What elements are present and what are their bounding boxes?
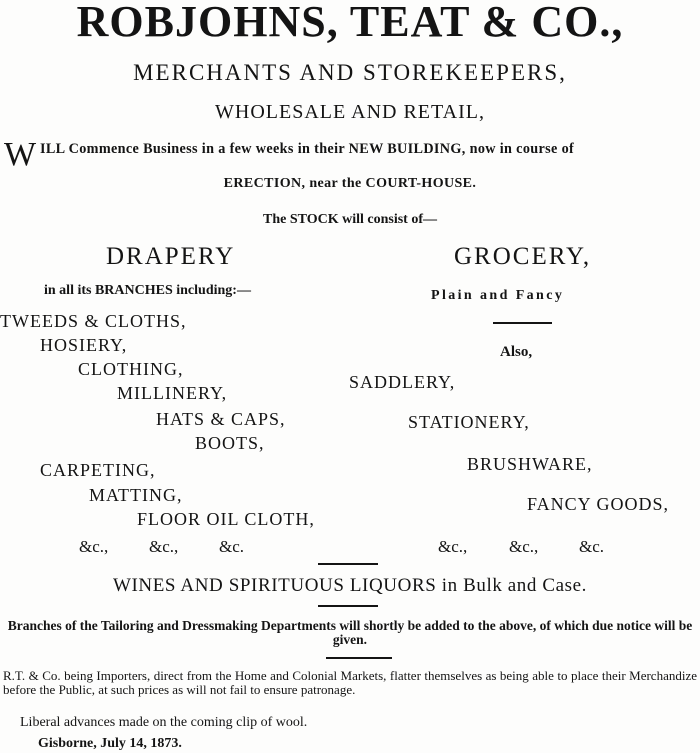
grocery-item: STATIONERY, xyxy=(408,412,530,432)
drapery-item: MILLINERY, xyxy=(117,383,228,403)
drop-cap: W xyxy=(4,136,37,173)
announcement-line-1: ILL Commence Business in a few weeks in their NEW BUILDING, now in course of xyxy=(40,141,575,157)
drapery-etc: &c., xyxy=(149,537,179,556)
dateline: Gisborne, July 14, 1873. xyxy=(38,736,182,751)
branches-notice: Branches of the Tailoring and Dressmaking Departments will shortly be added to the above, of which due notice will be given. xyxy=(7,618,693,647)
drapery-heading: DRAPERY xyxy=(106,243,236,270)
drapery-etc: &c., xyxy=(79,537,109,556)
drapery-item: MATTING, xyxy=(89,485,183,505)
also-label: Also, xyxy=(500,344,533,360)
grocery-etc: &c., xyxy=(438,537,468,556)
tagline: MERCHANTS AND STOREKEEPERS, xyxy=(133,60,567,85)
grocery-item: BRUSHWARE, xyxy=(467,454,593,474)
section-divider xyxy=(318,563,378,565)
wines-line: WINES AND SPIRITUOUS LIQUORS in Bulk and Case. xyxy=(112,575,588,596)
grocery-heading: GROCERY, xyxy=(454,243,592,270)
drapery-item: CARPETING, xyxy=(40,460,156,480)
drapery-item: HATS & CAPS, xyxy=(156,409,286,429)
grocery-etc: &c., xyxy=(509,537,539,556)
drapery-item: BOOTS, xyxy=(195,433,265,453)
trade-type: WHOLESALE AND RETAIL, xyxy=(215,101,485,123)
drapery-item: HOSIERY, xyxy=(40,335,128,355)
importers-notice: R.T. & Co. being Importers, direct from the Home and Colonial Markets, flatter themselves as being able to place their Merchandize before the Public, at such prices as will not fail to ensure patronage. xyxy=(3,668,697,697)
drapery-item: FLOOR OIL CLOTH, xyxy=(137,509,315,529)
section-divider xyxy=(318,605,378,607)
grocery-divider xyxy=(493,322,552,324)
stock-intro: The STOCK will consist of— xyxy=(263,212,437,227)
section-divider xyxy=(326,657,392,659)
announcement-line-2: ERECTION, near the COURT-HOUSE. xyxy=(223,176,477,191)
drapery-etc: &c. xyxy=(219,537,245,556)
grocery-subheading: Plain and Fancy xyxy=(431,288,565,303)
grocery-item: SADDLERY, xyxy=(349,372,456,392)
drapery-subheading: in all its BRANCHES including:— xyxy=(44,283,251,298)
drapery-item: TWEEDS & CLOTHS, xyxy=(0,311,187,331)
drapery-item: CLOTHING, xyxy=(78,359,184,379)
advances-note: Liberal advances made on the coming clip of wool. xyxy=(20,715,308,730)
firm-name: ROBJOHNS, TEAT & CO., xyxy=(76,0,624,46)
grocery-etc: &c. xyxy=(579,537,605,556)
grocery-item: FANCY GOODS, xyxy=(527,494,670,514)
